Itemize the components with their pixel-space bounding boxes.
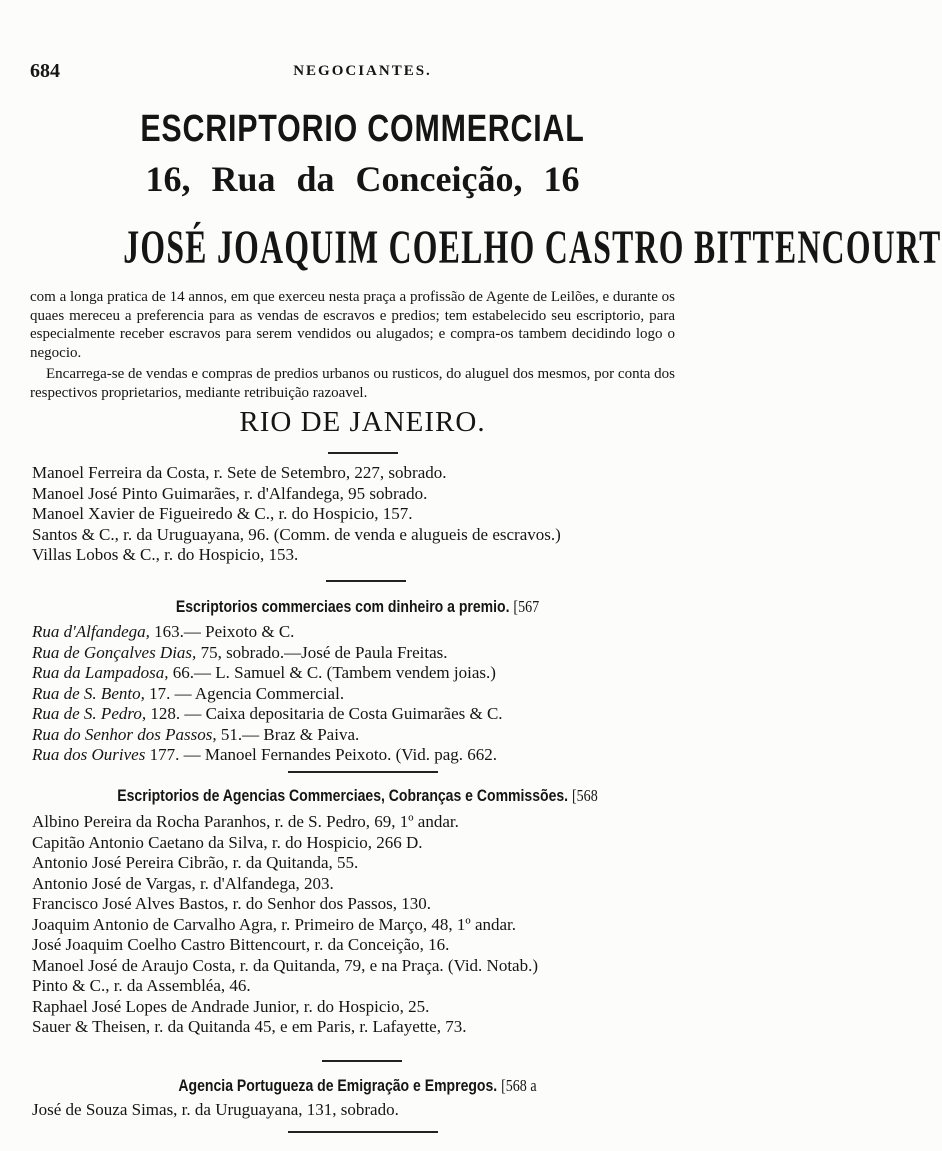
list-item: Francisco José Alves Bastos, r. do Senhor dos Passos, 130. xyxy=(32,894,432,913)
street-name: Rua de Gonçalves Dias, xyxy=(32,642,197,662)
list-item: Manoel José de Araujo Costa, r. da Quitanda, 79, e na Praça. (Vid. Notab.) xyxy=(32,955,539,975)
divider xyxy=(288,771,438,773)
divider xyxy=(328,452,398,454)
section-title xyxy=(79,597,636,617)
page-number: 684 xyxy=(30,60,60,82)
list-item: Rua de S. Bento, 17. — Agencia Commercial. xyxy=(32,683,345,703)
list-item: Pinto & C., r. da Assembléa, 46. xyxy=(32,976,251,995)
section-title xyxy=(79,1076,636,1096)
section-title-text: Agencia Portugueza de Emigração e Empregos. xyxy=(178,1077,498,1095)
list-item: Santos & C., r. da Uruguayana, 96. (Comm. de venda e alugueis de escravos.) xyxy=(32,524,561,544)
street-name: Rua de S. Pedro, xyxy=(32,704,147,723)
list-item: Rua de S. Pedro, 128. — Caixa depositaria de Costa Guimarães & C. xyxy=(32,704,503,723)
list-item: Joaquim Antonio de Carvalho Agra, r. Primeiro de Março, 48, 1º andar. xyxy=(32,914,517,934)
section-title-text: Escriptorios commerciaes com dinheiro a premio. xyxy=(175,598,510,616)
list-item: José Joaquim Coelho Castro Bittencourt, r. da Conceição, 16. xyxy=(32,935,450,954)
dealer-list xyxy=(32,463,685,566)
section-list xyxy=(32,1100,685,1121)
section-ref: [568 a xyxy=(501,1076,537,1095)
list-item: Rua d'Alfandega, 163.— Peixoto & C. xyxy=(32,622,295,641)
list-item: Antonio José Pereira Cibrão, r. da Quitanda, 55. xyxy=(32,853,359,872)
page-header xyxy=(30,60,695,82)
street-name: Rua de S. Bento, xyxy=(32,683,145,703)
list-item: Rua da Lampadosa, 66.— L. Samuel & C. (Tambem vendem joias.) xyxy=(32,663,496,682)
list-item: Albino Pereira da Rocha Paranhos, r. de S. Pedro, 69, 1º andar. xyxy=(32,812,459,831)
list-item: Antonio José de Vargas, r. d'Alfandega, 203. xyxy=(32,873,334,893)
divider xyxy=(326,580,406,582)
list-item: Manoel Ferreira da Costa, r. Sete de Setembro, 227, sobrado. xyxy=(32,463,447,482)
section-list xyxy=(32,812,685,1038)
running-head: NEGOCIANTES. xyxy=(293,63,432,79)
list-item: Rua do Senhor dos Passos, 51.— Braz & Paiva. xyxy=(32,724,360,744)
list-item: José de Souza Simas, r. da Uruguayana, 131, sobrado. xyxy=(32,1100,399,1119)
ad-paragraph-2: Encarrega-se de vendas e compras de predios urbanos ou rusticos, do aluguel dos mesmos, por conta dos respectivos proprietarios, mediante retribuição razoavel. xyxy=(30,366,675,401)
ad-title: ESCRIPTORIO COMMERCIAL xyxy=(140,108,585,150)
street-name: Rua do Senhor dos Passos, xyxy=(32,724,217,744)
list-item: Capitão Antonio Caetano da Silva, r. do Hospicio, 266 D. xyxy=(32,832,423,852)
list-item: Sauer & Theisen, r. da Quitanda 45, e em Paris, r. Lafayette, 73. xyxy=(32,1017,467,1036)
section-title-text: Escriptorios de Agencias Commerciaes, Cobranças e Commissões. xyxy=(117,787,569,805)
ad-paragraph-1: com a longa pratica de 14 annos, em que exerceu nesta praça a profissão de Agente de Leilões, e durante os quaes mereceu a preferencia para as vendas de escravos e predios; tem estabelecido seu escriptorio, para especialmente receber escravos para serem vendidos ou alugados; e compra-os tambem decidindo logo o negocio. xyxy=(30,289,675,361)
list-item: Manoel José Pinto Guimarães, r. d'Alfandega, 95 sobrado. xyxy=(32,483,428,503)
street-name: Rua da Lampadosa, xyxy=(32,663,169,682)
divider xyxy=(322,1060,402,1062)
list-item: Rua de Gonçalves Dias, 75, sobrado.—José de Paula Freitas. xyxy=(32,642,448,662)
ad-name: JOSÉ JOAQUIM COELHO CASTRO BITTENCOURT xyxy=(123,221,942,274)
section-ref: [568 xyxy=(571,786,598,805)
list-item: Rua dos Ourives 177. — Manoel Fernandes Peixoto. (Vid. pag. 662. xyxy=(32,745,498,764)
ad-city: RIO DE JANEIRO. xyxy=(239,406,486,438)
street-name: Rua dos Ourives xyxy=(32,745,146,764)
ad-address: 16, Rua da Conceição, 16 xyxy=(145,159,580,199)
section-ref: [567 xyxy=(513,597,540,616)
list-item: Raphael José Lopes de Andrade Junior, r. do Hospicio, 25. xyxy=(32,996,430,1016)
divider xyxy=(288,1131,438,1133)
street-name: Rua d'Alfandega, xyxy=(32,622,150,641)
list-item: Villas Lobos & C., r. do Hospicio, 153. xyxy=(32,545,299,564)
list-item: Manoel Xavier de Figueiredo & C., r. do Hospicio, 157. xyxy=(32,504,413,523)
section-list xyxy=(32,622,685,766)
section-title xyxy=(79,786,636,806)
